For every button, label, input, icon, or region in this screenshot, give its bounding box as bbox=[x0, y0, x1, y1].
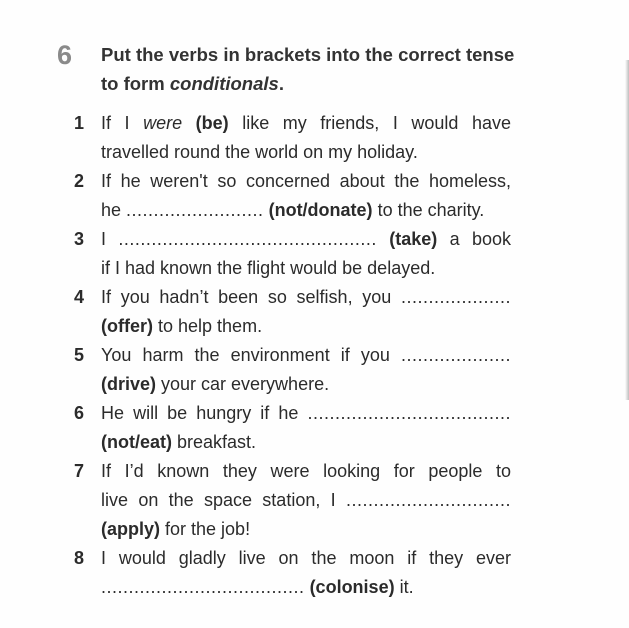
item-text: If I bbox=[101, 113, 144, 133]
item-text: If he weren't so concerned about the homeless, bbox=[101, 171, 511, 191]
item-text: I bbox=[101, 229, 119, 249]
item-text: If you hadn’t been so selfish, you bbox=[101, 287, 401, 307]
verb-hint: (take) bbox=[389, 229, 438, 249]
item-line bbox=[101, 341, 511, 370]
item-text bbox=[182, 113, 196, 133]
verb-hint: (be) bbox=[195, 113, 229, 133]
item-text bbox=[377, 229, 389, 249]
example-answer: were bbox=[143, 113, 183, 133]
item-text: a book bbox=[437, 229, 511, 249]
item-line bbox=[101, 486, 511, 515]
item-text: He will be hungry if he bbox=[101, 403, 308, 423]
item-number: 6 bbox=[74, 403, 85, 423]
item-number: 2 bbox=[74, 171, 85, 191]
verb-hint: (not/donate) bbox=[268, 200, 373, 220]
item-text: to help them. bbox=[153, 316, 263, 336]
item-line bbox=[101, 254, 511, 283]
item-text: travelled round the world on my holiday. bbox=[101, 142, 418, 162]
item-number: 4 bbox=[74, 287, 85, 307]
item-text: I would gladly live on the moon if they ever bbox=[101, 548, 511, 568]
item-line bbox=[101, 225, 511, 254]
item-line bbox=[101, 283, 511, 312]
instruction-end: . bbox=[278, 73, 284, 94]
item-text: If I’d known they were looking for people to bbox=[101, 461, 511, 481]
verb-hint: (drive) bbox=[101, 374, 157, 394]
item-line bbox=[101, 428, 511, 457]
instruction-text: Put the verbs in brackets into the correct tense to form bbox=[101, 44, 515, 94]
item-text: if I had known the flight would be delayed. bbox=[101, 258, 436, 278]
verb-hint: (not/eat) bbox=[101, 432, 172, 452]
item-number: 8 bbox=[74, 548, 85, 568]
item-line bbox=[101, 515, 511, 544]
item-line bbox=[101, 109, 511, 138]
item-number: 3 bbox=[74, 229, 85, 249]
answer-blank: .............................. bbox=[345, 490, 511, 510]
item-line bbox=[101, 196, 511, 225]
item-text: for the job! bbox=[160, 519, 251, 539]
item-text: You harm the environment if you bbox=[101, 345, 401, 365]
item-text: live on the space station, I bbox=[101, 490, 346, 510]
item-line bbox=[101, 312, 511, 341]
item-line bbox=[101, 457, 511, 486]
page-edge-shadow bbox=[625, 60, 629, 400]
item-line bbox=[101, 544, 511, 573]
item-text: your car everywhere. bbox=[156, 374, 330, 394]
item-text: it. bbox=[394, 577, 414, 597]
item-line bbox=[101, 399, 511, 428]
exercise-number: 6 bbox=[57, 40, 73, 70]
verb-hint: (offer) bbox=[101, 316, 153, 336]
item-number: 1 bbox=[74, 113, 85, 133]
item-number: 5 bbox=[74, 345, 85, 365]
item-line bbox=[101, 370, 511, 399]
verb-hint: (apply) bbox=[101, 519, 161, 539]
item-number: 7 bbox=[74, 461, 85, 481]
exercise-instruction bbox=[101, 40, 521, 98]
item-line bbox=[101, 167, 511, 196]
instruction-italic: conditionals bbox=[169, 73, 279, 94]
answer-blank: .................... bbox=[400, 345, 511, 365]
item-text: breakfast. bbox=[172, 432, 257, 452]
item-line bbox=[101, 138, 511, 167]
answer-blank: .................... bbox=[400, 287, 511, 307]
answer-blank: ......................... bbox=[126, 200, 264, 220]
item-text: to the charity. bbox=[372, 200, 485, 220]
answer-blank: ..................................... bbox=[101, 577, 305, 597]
item-text: like my friends, I would have bbox=[228, 113, 511, 133]
item-text: he bbox=[101, 200, 127, 220]
item-line bbox=[101, 573, 511, 602]
answer-blank: ............................................... bbox=[118, 229, 377, 249]
verb-hint: (colonise) bbox=[309, 577, 395, 597]
answer-blank: ..................................... bbox=[307, 403, 511, 423]
